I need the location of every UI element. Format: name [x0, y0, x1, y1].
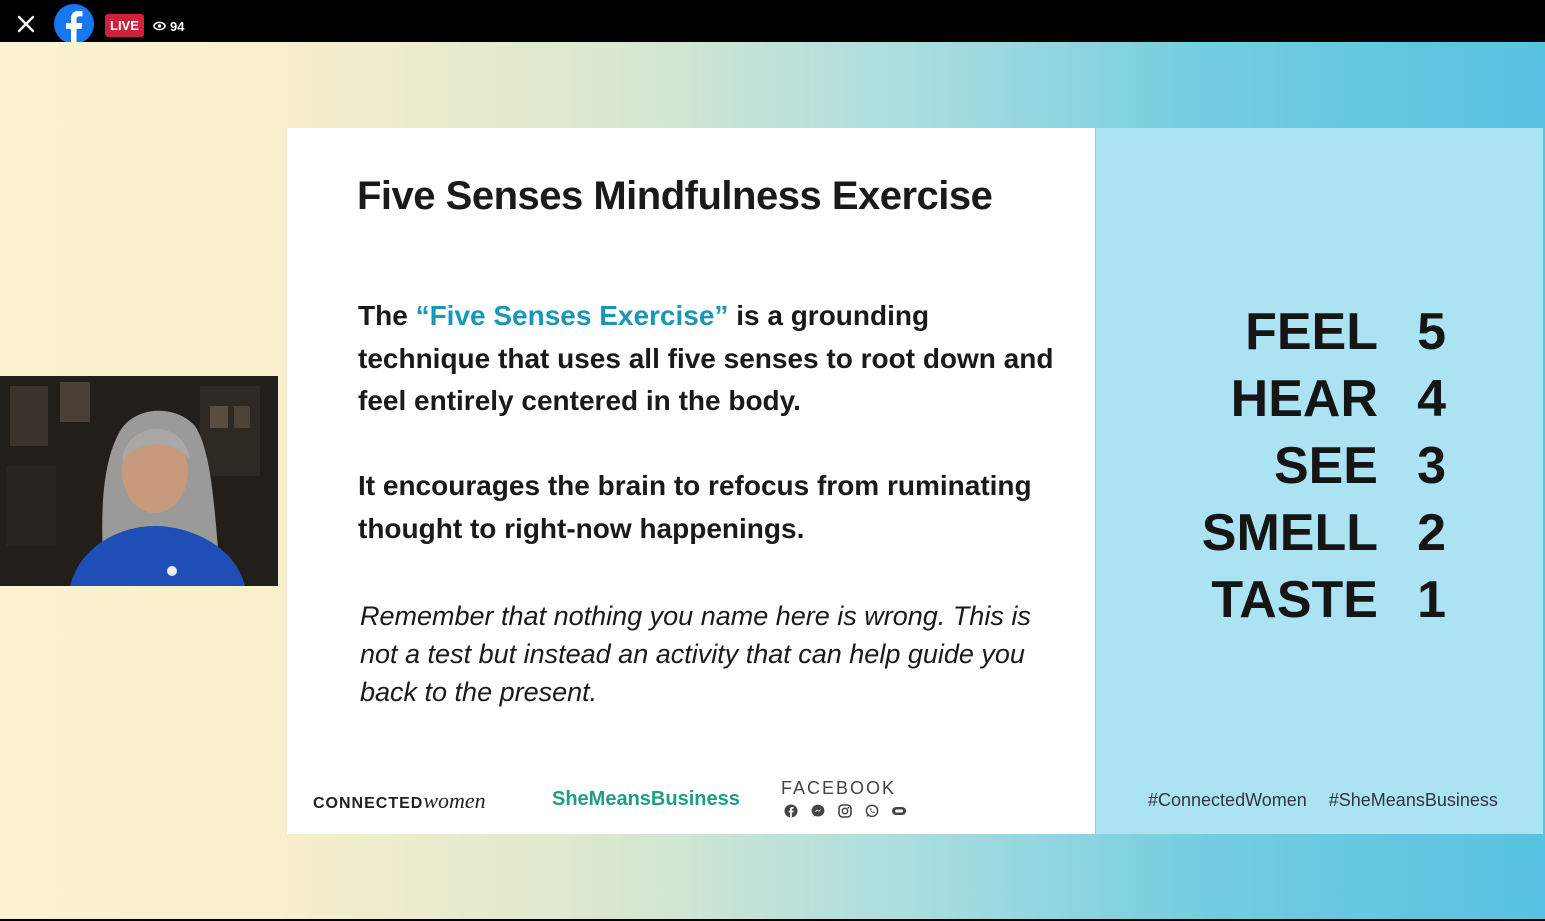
- connected-women-logo: [313, 788, 486, 814]
- facebook-wordmark: FACEBOOK: [781, 778, 897, 798]
- sense-word: TASTE: [1211, 570, 1378, 629]
- intro-text-end: is a grounding technique that uses all five senses to root down and feel entirely centered in the body.: [358, 300, 1054, 416]
- hashtag: #ConnectedWomen: [1148, 790, 1307, 810]
- connected-logo-bold: CONNECTED: [313, 795, 424, 812]
- eye-icon: [153, 21, 166, 31]
- sense-count: 5: [1417, 302, 1446, 361]
- purpose-paragraph: It encourages the brain to refocus from ruminating thought to right-now happenings.: [358, 470, 1032, 544]
- live-badge: LIVE: [105, 14, 144, 37]
- sense-count: 4: [1417, 369, 1446, 428]
- facebook-icon: [781, 803, 800, 819]
- intro-text-start: The: [358, 300, 416, 331]
- slide-main-panel: [287, 128, 1095, 834]
- intro-paragraph: [358, 295, 1058, 423]
- instagram-icon: [835, 803, 854, 819]
- portal-icon: [889, 803, 908, 819]
- slide-side-panel: [1096, 128, 1543, 834]
- facebook-family-icons: [781, 803, 908, 819]
- whatsapp-icon: [862, 803, 881, 819]
- slide-title: Five Senses Mindfulness Exercise: [357, 174, 993, 218]
- speaker-image: [0, 376, 278, 586]
- sense-row: [1146, 566, 1446, 633]
- facebook-f-icon: [54, 4, 94, 44]
- exercise-name-highlight: “Five Senses Exercise”: [415, 300, 729, 331]
- close-icon: [17, 15, 35, 33]
- hashtag: #SheMeansBusiness: [1328, 790, 1498, 810]
- messenger-icon: [808, 803, 827, 819]
- sense-word: SMELL: [1201, 503, 1378, 562]
- speaker-video[interactable]: [0, 376, 278, 586]
- she-means-business-logo: SheMeansBusiness: [552, 788, 740, 810]
- sense-count: 3: [1417, 436, 1446, 495]
- hashtags: [1148, 790, 1498, 811]
- facebook-logo[interactable]: [54, 4, 94, 44]
- sense-count: 2: [1417, 503, 1446, 562]
- reminder-paragraph: Remember that nothing you name here is wrong. This is not a test but instead an activity that can help guide you back to the present.: [360, 601, 1031, 707]
- sense-word: SEE: [1273, 436, 1378, 495]
- sense-row: [1146, 499, 1446, 566]
- sense-row: [1146, 365, 1446, 432]
- viewer-count: [153, 17, 184, 35]
- senses-list: [1146, 298, 1446, 633]
- close-button[interactable]: [10, 8, 42, 40]
- sense-word: HEAR: [1230, 369, 1378, 428]
- sense-word: FEEL: [1245, 302, 1378, 361]
- viewer-count-value: 94: [170, 18, 185, 34]
- sense-count: 1: [1417, 570, 1446, 629]
- sense-row: [1146, 432, 1446, 499]
- sense-row: [1146, 298, 1446, 365]
- connected-logo-italic: women: [423, 788, 486, 813]
- top-bar: [0, 0, 1545, 42]
